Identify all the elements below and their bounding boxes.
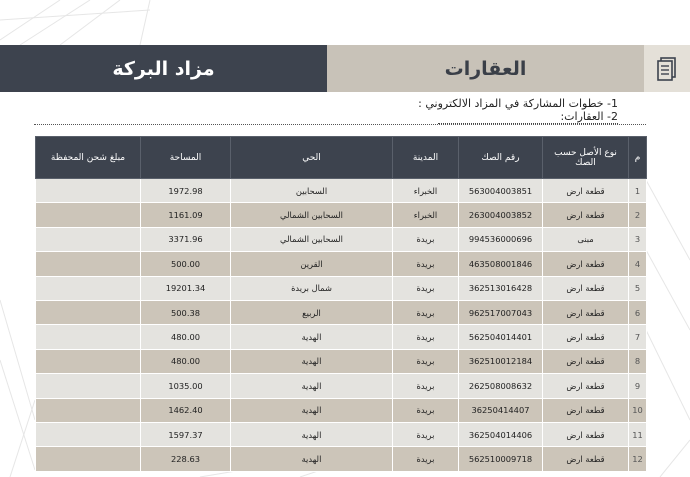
col-asset-type: نوع الأصل حسب الصك [543,137,629,179]
cell-index: 8 [629,349,647,373]
cell-asset-type: قطعة ارض [543,325,629,349]
cell-wallet-amount [36,300,141,324]
table-row [36,300,647,324]
cell-district: الهدية [231,349,393,373]
cell-city: بريدة [393,422,459,446]
cell-wallet-amount [36,447,141,471]
cell-asset-type: قطعة ارض [543,276,629,300]
table-row [36,447,647,471]
cell-deed-number: 362504014406 [459,422,543,446]
cell-deed-number: 362513016428 [459,276,543,300]
cell-asset-type: قطعة ارض [543,447,629,471]
col-area: المساحة [141,137,231,179]
cell-deed-number: 263004003852 [459,203,543,227]
cell-index: 7 [629,325,647,349]
cell-index: 2 [629,203,647,227]
cell-asset-type: قطعة ارض [543,422,629,446]
cell-asset-type: قطعة ارض [543,179,629,203]
cell-city: بريدة [393,349,459,373]
step-1-text: 1- خطوات المشاركة في المزاد الالكتروني : [418,97,618,110]
cell-index: 6 [629,300,647,324]
cell-wallet-amount [36,227,141,251]
table-body [36,179,647,472]
table-row [36,398,647,422]
cell-index: 9 [629,374,647,398]
cell-deed-number: 562504014401 [459,325,543,349]
cell-city: بريدة [393,300,459,324]
col-deed-number: رقم الصك [459,137,543,179]
cell-district: الهدية [231,422,393,446]
cell-district: السحابين الشمالي [231,227,393,251]
cell-city: بريدة [393,276,459,300]
cell-area: 3371.96 [141,227,231,251]
cell-district: القرين [231,252,393,276]
cell-city: الخبراء [393,179,459,203]
cell-index: 1 [629,179,647,203]
cell-wallet-amount [36,203,141,227]
cell-area: 500.38 [141,300,231,324]
separator [34,124,646,125]
cell-asset-type: قطعة ارض [543,252,629,276]
cell-index: 12 [629,447,647,471]
table-row [36,276,647,300]
table-row [36,252,647,276]
cell-index: 11 [629,422,647,446]
cell-wallet-amount [36,349,141,373]
col-city: المدينة [393,137,459,179]
col-wallet-amount: مبلغ شحن المحفظة [36,137,141,179]
cell-deed-number: 463508001846 [459,252,543,276]
cell-district: شمال بريدة [231,276,393,300]
cell-asset-type: مبنى [543,227,629,251]
cell-area: 500.00 [141,252,231,276]
cell-area: 1035.00 [141,374,231,398]
cell-asset-type: قطعة ارض [543,398,629,422]
table-row [36,227,647,251]
cell-deed-number: 562510009718 [459,447,543,471]
cell-city: الخبراء [393,203,459,227]
cell-deed-number: 362510012184 [459,349,543,373]
cell-area: 1462.40 [141,398,231,422]
col-district: الحي [231,137,393,179]
cell-asset-type: قطعة ارض [543,300,629,324]
cell-city: بريدة [393,374,459,398]
cell-district: الهدية [231,325,393,349]
cell-area: 1597.37 [141,422,231,446]
step-2-text: 2- العقارات: [438,110,618,124]
cell-district: السحابين الشمالي [231,203,393,227]
cell-area: 1972.98 [141,179,231,203]
table-header-row [36,137,647,179]
steps-list [418,97,618,124]
header-bar [0,45,690,92]
cell-deed-number: 962517007043 [459,300,543,324]
table-row [36,203,647,227]
cell-district: الهدية [231,374,393,398]
cell-city: بريدة [393,252,459,276]
cell-wallet-amount [36,325,141,349]
cell-district: الهدية [231,398,393,422]
cell-area: 480.00 [141,325,231,349]
section-title: العقارات [327,45,644,92]
cell-wallet-amount [36,422,141,446]
cell-wallet-amount [36,252,141,276]
cell-deed-number: 563004003851 [459,179,543,203]
cell-wallet-amount [36,179,141,203]
cell-city: بريدة [393,447,459,471]
cell-district: الربيع [231,300,393,324]
cell-city: بريدة [393,227,459,251]
document-icon [644,45,690,92]
cell-area: 19201.34 [141,276,231,300]
col-index: م [629,137,647,179]
table-row [36,349,647,373]
cell-city: بريدة [393,398,459,422]
cell-wallet-amount [36,276,141,300]
cell-index: 3 [629,227,647,251]
cell-asset-type: قطعة ارض [543,203,629,227]
cell-district: السحابين [231,179,393,203]
cell-asset-type: قطعة ارض [543,349,629,373]
auction-title: مزاد البركة [0,45,327,92]
cell-deed-number: 994536000696 [459,227,543,251]
properties-table [35,136,647,472]
cell-district: الهدية [231,447,393,471]
cell-index: 4 [629,252,647,276]
cell-deed-number: 36250414407 [459,398,543,422]
cell-asset-type: قطعة ارض [543,374,629,398]
cell-wallet-amount [36,374,141,398]
cell-area: 1161.09 [141,203,231,227]
cell-deed-number: 262508008632 [459,374,543,398]
table-row [36,422,647,446]
cell-wallet-amount [36,398,141,422]
table-row [36,325,647,349]
cell-index: 5 [629,276,647,300]
cell-index: 10 [629,398,647,422]
table-row [36,374,647,398]
cell-city: بريدة [393,325,459,349]
table-row [36,179,647,203]
cell-area: 228.63 [141,447,231,471]
cell-area: 480.00 [141,349,231,373]
